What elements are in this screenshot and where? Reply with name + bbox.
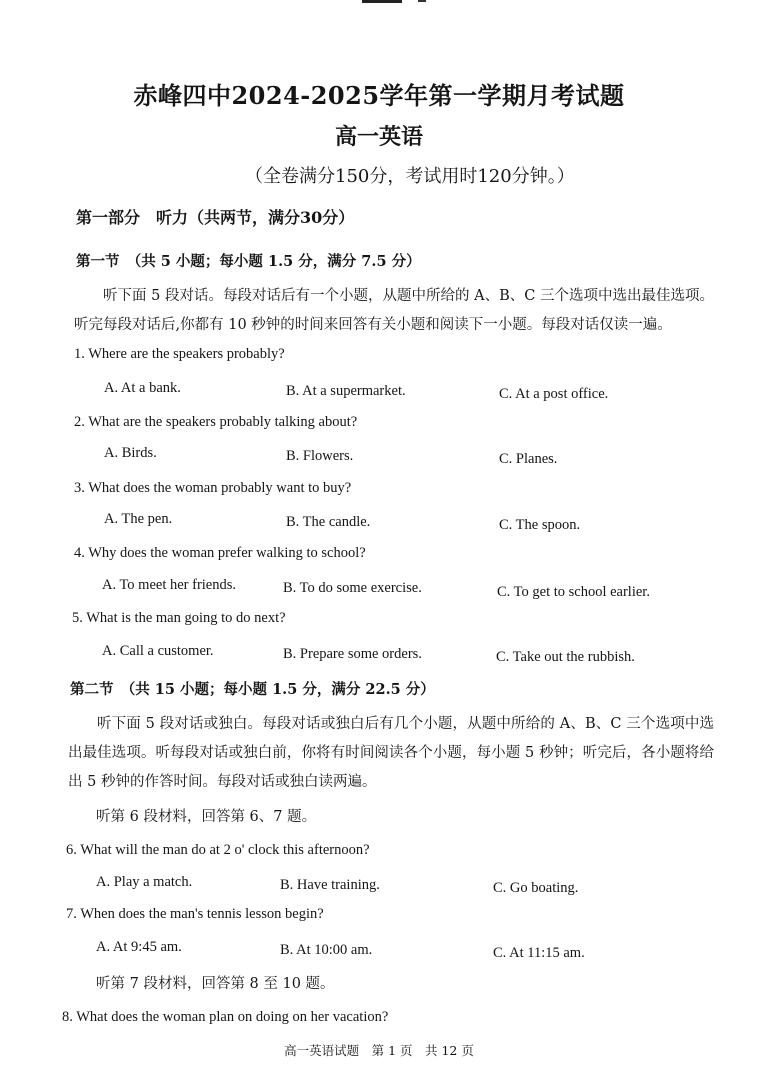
option-a: A. Birds.: [104, 445, 157, 461]
option-c: C. Planes.: [499, 451, 558, 467]
scan-mark: [418, 0, 426, 2]
page-footer: 高一英语试题 第 1 页 共 12 页: [284, 1043, 474, 1058]
question-stem: 2. What are the speakers probably talking about?: [74, 414, 358, 430]
option-a: A. Call a customer.: [102, 643, 214, 659]
option-b: B. At a supermarket.: [286, 383, 406, 399]
option-c: C. At a post office.: [499, 386, 609, 402]
question-stem: 8. What does the woman plan on doing on her vacation?: [62, 1009, 389, 1025]
option-b: B. To do some exercise.: [283, 580, 422, 596]
section2-instructions: 听下面 5 段对话或独白。每段对话或独白后有几个小题，从题中所给的 A、B、C 三个选项中选出最佳选项。听每段对话或独白前，你将有时间阅读各个小题，每小题 5 秒钟；听完后，各小题将给出 5 秒钟的作答时间。每段对话或独白读两遍。: [68, 716, 714, 790]
question-stem: 6. What will the man do at 2 o' clock this afternoon?: [66, 842, 370, 858]
question-stem: 5. What is the man going to do next?: [72, 610, 286, 626]
option-b: B. At 10:00 am.: [280, 942, 373, 958]
exam-subject: 高一英语: [334, 124, 423, 150]
section2-heading: 第二节 （共 15 小题；每小题 1.5 分，满分 22.5 分）: [70, 681, 435, 698]
section1-instructions: 听下面 5 段对话。每段对话后有一个小题，从题中所给的 A、B、C 三个选项中选出最佳选项。听完每段对话后,你都有 10 秒钟的时间来回答有关小题和阅读下一小题。每段对话仅读一遍。: [74, 288, 714, 333]
option-b: B. Have training.: [280, 877, 380, 893]
option-c: C. To get to school earlier.: [497, 584, 650, 600]
scan-mark: [362, 0, 402, 3]
option-a: A. At a bank.: [104, 380, 181, 396]
material-note: 听第 6 段材料，回答第 6、7 题。: [96, 809, 317, 825]
part-heading: 第一部分 听力（共两节，满分30分）: [76, 208, 355, 227]
option-c: C. At 11:15 am.: [493, 945, 585, 961]
option-b: B. Prepare some orders.: [283, 646, 422, 662]
section1-heading: 第一节 （共 5 小题；每小题 1.5 分，满分 7.5 分）: [76, 253, 421, 270]
exam-note: （全卷满分150分，考试用时120分钟。）: [245, 166, 575, 187]
question-stem: 7. When does the man's tennis lesson begin?: [66, 906, 324, 922]
question-stem: 4. Why does the woman prefer walking to school?: [74, 545, 366, 561]
option-a: A. To meet her friends.: [102, 577, 237, 593]
exam-title: 赤峰四中2024-2025学年第一学期月考试题: [133, 81, 625, 110]
question-stem: 3. What does the woman probably want to buy?: [74, 480, 352, 496]
option-c: C. Take out the rubbish.: [496, 649, 635, 665]
option-a: A. At 9:45 am.: [96, 939, 182, 955]
option-c: C. The spoon.: [499, 517, 581, 533]
option-b: B. The candle.: [286, 514, 371, 530]
option-a: A. Play a match.: [96, 874, 193, 890]
question-stem: 1. Where are the speakers probably?: [74, 346, 285, 362]
option-a: A. The pen.: [104, 511, 173, 527]
option-b: B. Flowers.: [286, 448, 354, 464]
option-c: C. Go boating.: [493, 880, 579, 896]
material-note: 听第 7 段材料，回答第 8 至 10 题。: [96, 976, 335, 992]
